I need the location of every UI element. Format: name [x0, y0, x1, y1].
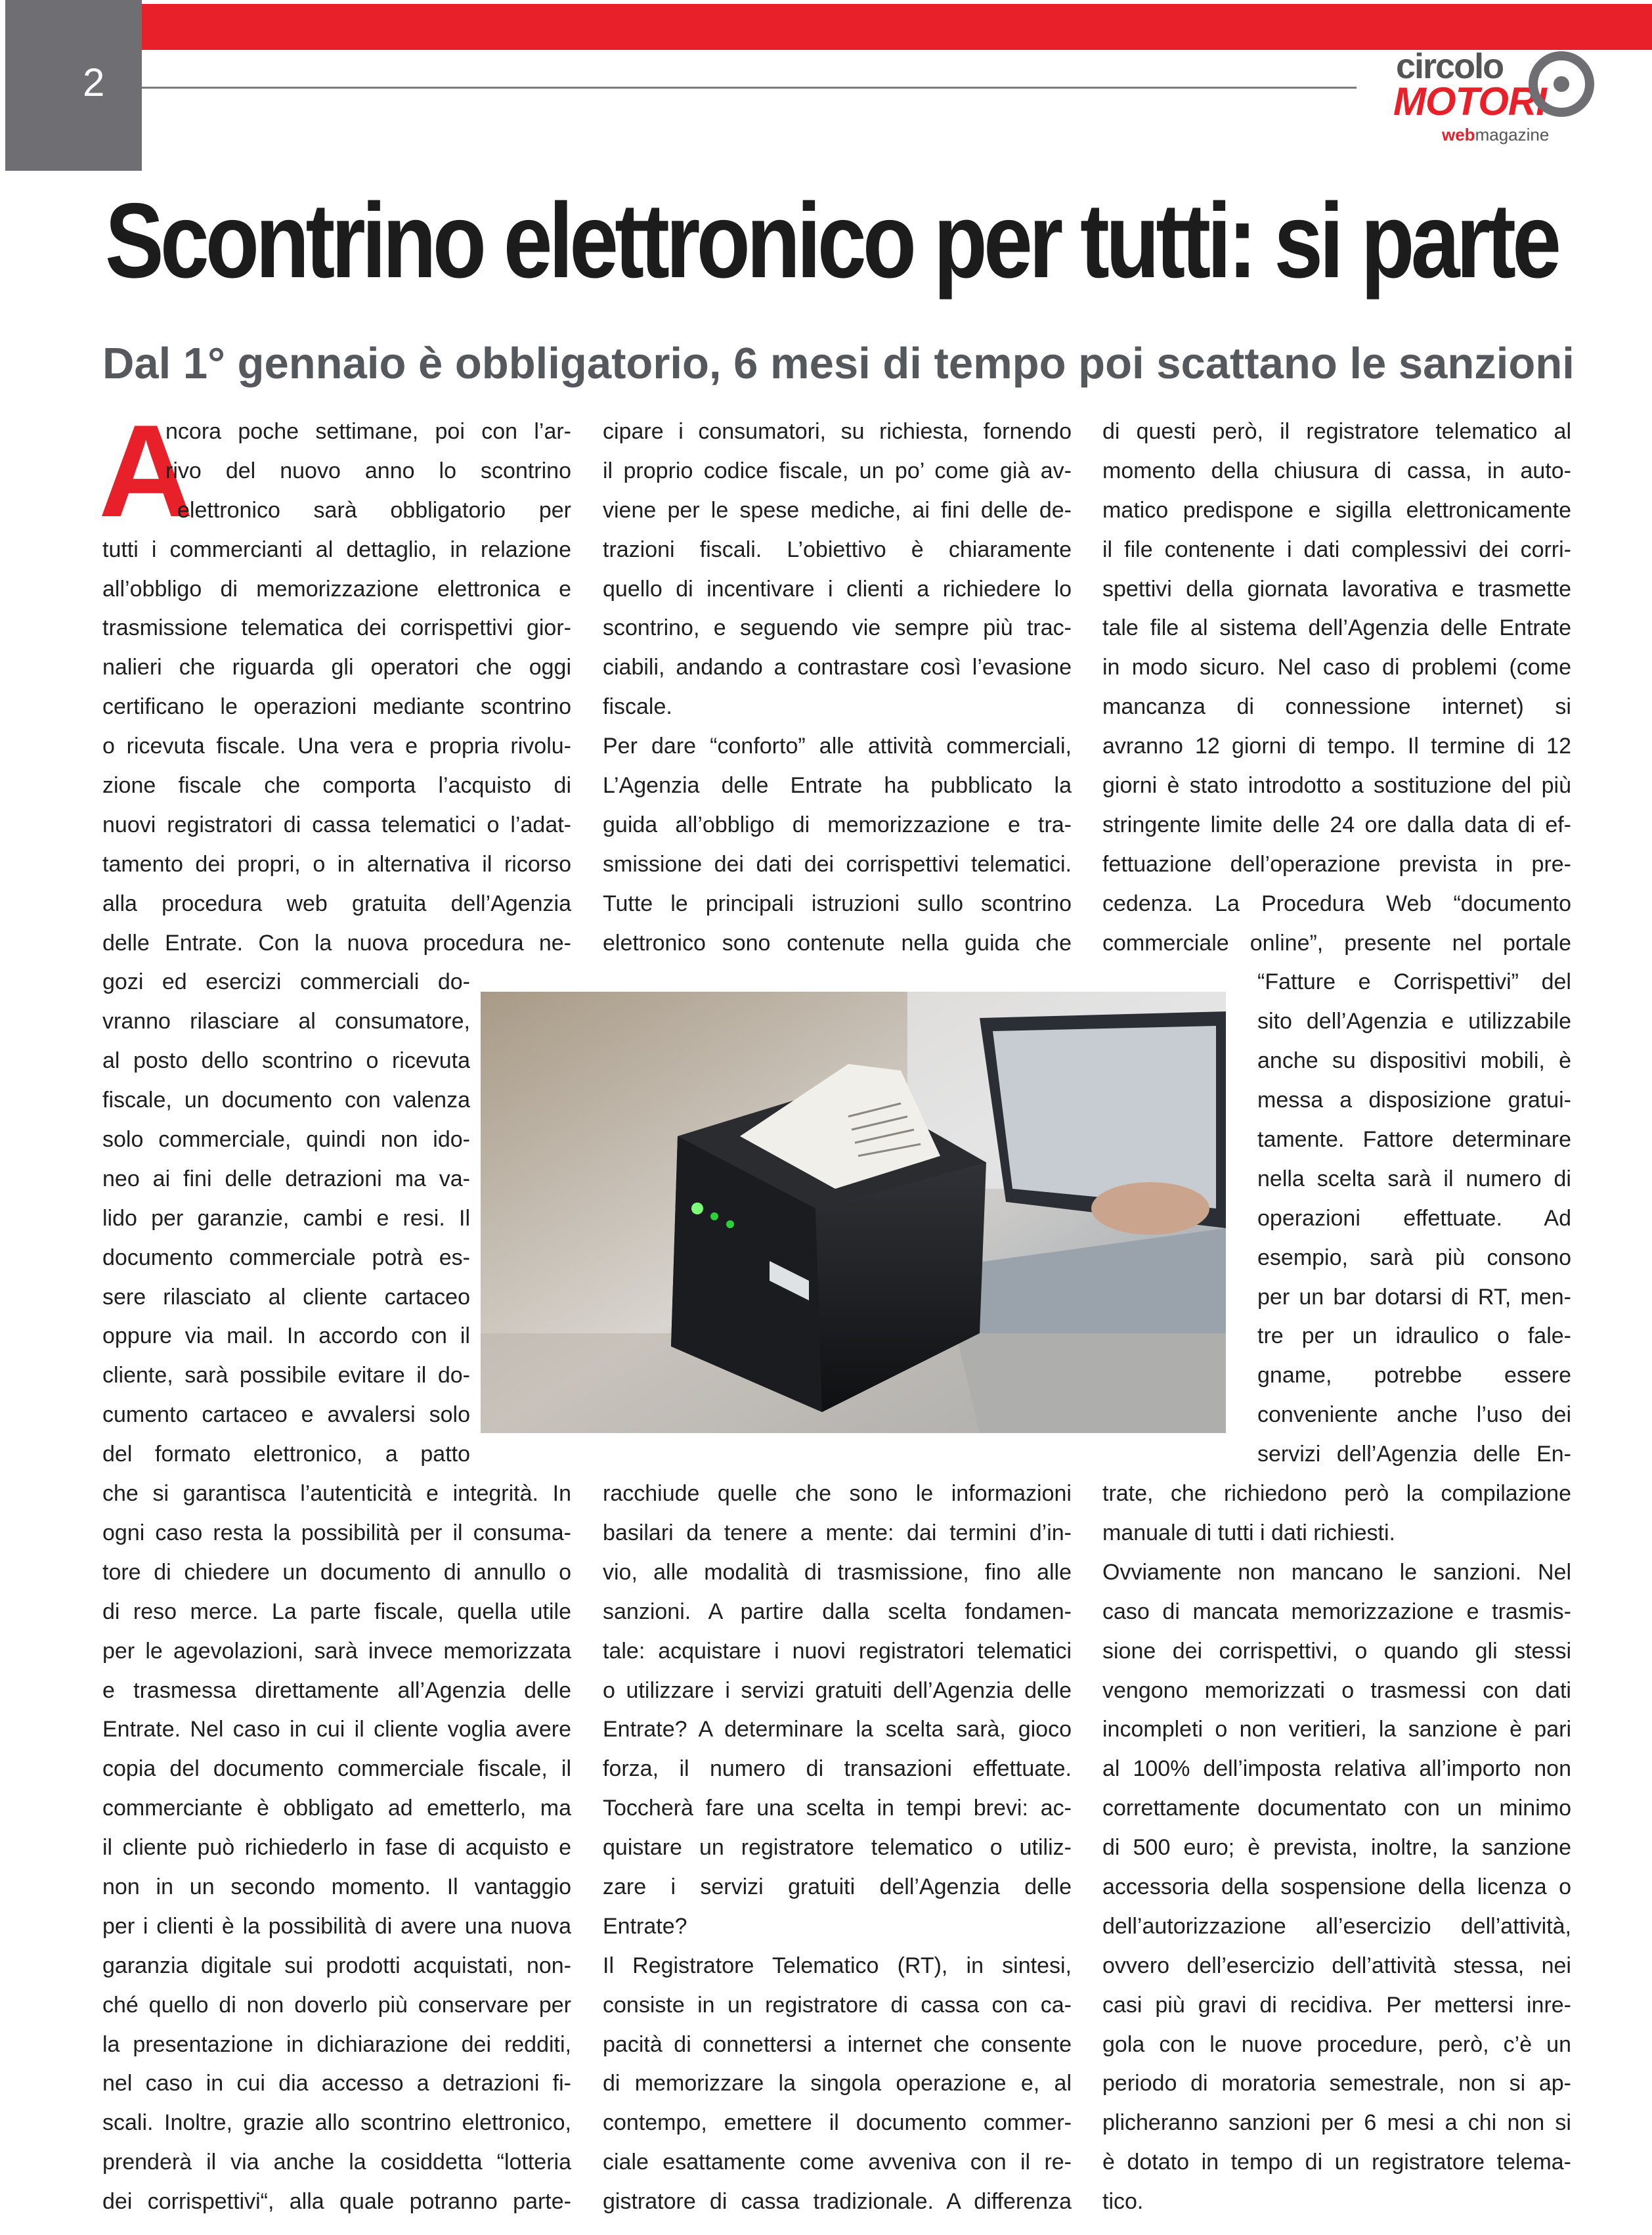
text-line: e trasmessa direttamente all’Agenzia delle	[102, 1677, 571, 1703]
text-line: o ricevuta fiscale. Una vera e propria rivolu-	[102, 734, 571, 759]
text-line: periodo di moratoria semestrale, non si ap-	[1102, 2071, 1571, 2096]
text-line: è dotato in tempo di un registratore telema-	[1102, 2150, 1571, 2175]
text-line: fiscale, un documento con valenza	[102, 1088, 470, 1113]
page-number-tab	[5, 0, 142, 171]
text-line: di reso merce. La parte fiscale, quella utile	[102, 1599, 571, 1624]
text-line: spettivi della giornata lavorativa e trasmette	[1102, 576, 1571, 602]
text-line: quello di incentivare i clienti a richiedere lo	[603, 576, 1072, 602]
text-line: conveniente anche l’uso dei	[1257, 1402, 1571, 1428]
text-line: vio, alle modalità di trasmissione, fino alle	[603, 1559, 1072, 1585]
text-line: all’obbligo di memorizzazione elettronica e	[102, 576, 571, 602]
text-line: ogni caso resta la possibilità per il consuma-	[102, 1520, 571, 1545]
text-line: nalieri che riguarda gli operatori che oggi	[102, 655, 571, 680]
text-line: ché quello di non doverlo più conservare per	[102, 1992, 571, 2018]
text-line: forza, il numero di transazioni effettuate.	[603, 1756, 1072, 1782]
text-line: mancanza di connessione internet) si	[1102, 694, 1571, 720]
text-line: cedenza. La Procedura Web “documento	[1102, 891, 1571, 916]
text-line	[603, 1435, 1072, 1474]
text-line: tamento dei propri, o in alternativa il ricorso	[102, 851, 571, 877]
text-line: tutti i commercianti al dettaglio, in relazione	[102, 537, 571, 562]
text-line: ciabili, andando a contrastare così l’evasione	[603, 655, 1072, 680]
text-line: sere rilasciato al cliente cartaceo	[102, 1284, 470, 1310]
drop-cap: A	[98, 398, 194, 544]
text-line: Entrate. Nel caso in cui il cliente voglia avere	[102, 1717, 571, 1742]
article-subtitle: Dal 1° gennaio è obbligatorio, 6 mesi di tempo poi scattano le sanzioni	[102, 339, 1575, 388]
text-line: sito dell’Agenzia e utilizzabile	[1257, 1009, 1571, 1034]
text-line: ncora poche settimane, poi con l’ar-	[165, 419, 571, 444]
text-line: nella scelta sarà il numero di	[1257, 1166, 1571, 1191]
text-line: vengono memorizzati o trasmessi con dati	[1102, 1677, 1571, 1703]
text-line: documento commerciale potrà es-	[102, 1245, 470, 1270]
text-line: la presentazione in dichiarazione dei redditi,	[102, 2031, 571, 2057]
text-line: Il Registratore Telematico (RT), in sintesi,	[603, 1953, 1072, 1978]
text-line: elettronico sarà obbligatorio per	[177, 497, 571, 523]
text-line: tale file al sistema dell’Agenzia delle Entrate	[1102, 615, 1571, 641]
text-line: nuovi registratori di cassa telematici o l’adat-	[102, 812, 571, 837]
text-line: nel caso in cui dia accesso a detrazioni fi-	[102, 2071, 571, 2096]
text-line: sione dei corrispettivi, o quando gli stessi	[1102, 1638, 1571, 1664]
text-line: non in un secondo momento. Il vantaggio	[102, 1874, 571, 1899]
text-line: sanzioni. A partire dalla scelta fondamen-	[603, 1599, 1072, 1624]
text-line: cumento cartaceo e avvalersi solo	[102, 1402, 470, 1428]
text-line: L’Agenzia delle Entrate ha pubblicato la	[603, 773, 1072, 799]
text-line: fettuazione dell’operazione prevista in pre-	[1102, 851, 1571, 877]
text-line: gname, potrebbe essere	[1257, 1363, 1571, 1388]
text-line: matico predispone e sigilla elettronicamente	[1102, 497, 1571, 523]
text-line: il cliente può richiederlo in fase di acquisto e	[102, 1835, 571, 1861]
text-line: correttamente documentato con un minimo	[1102, 1796, 1571, 1821]
text-line: “Fatture e Corrispettivi” del	[1257, 969, 1571, 995]
text-line: Entrate?	[603, 1913, 687, 1939]
text-line: scontrino, e seguendo vie sempre più trac-	[603, 615, 1072, 641]
text-line: di 500 euro; è prevista, inoltre, la sanzione	[1102, 1835, 1571, 1861]
gear-icon	[1529, 51, 1594, 117]
text-line: avranno 12 giorni di tempo. Il termine di 12	[1102, 734, 1571, 759]
text-line: al 100% dell’imposta relativa all’importo non	[1102, 1756, 1571, 1782]
text-line: ciale esattamente come avveniva con il re-	[603, 2150, 1072, 2175]
text-line: zione fiscale che comporta l’acquisto di	[102, 773, 571, 799]
text-line: commerciale online”, presente nel portale	[1102, 930, 1571, 956]
text-line: del formato elettronico, a patto	[102, 1442, 470, 1467]
text-line: trasmissione telematica dei corrispettivi gior-	[102, 615, 571, 641]
text-line: Entrate? A determinare la scelta sarà, gioco	[603, 1717, 1072, 1742]
text-line: gistratore di cassa tradizionale. A differenza	[603, 2189, 1072, 2215]
text-line: operazioni effettuate. Ad	[1257, 1205, 1571, 1231]
text-line: tamente. Fattore determinare	[1257, 1127, 1571, 1153]
text-line: vranno rilasciare al consumatore,	[102, 1009, 470, 1034]
text-line: delle Entrate. Con la nuova procedura ne-	[102, 930, 571, 956]
text-line: neo ai fini delle detrazioni ma va-	[102, 1166, 470, 1191]
text-line: casi più gravi di recidiva. Per mettersi inre-	[1102, 1992, 1571, 2018]
text-line: momento della chiusura di cassa, in auto-	[1102, 458, 1571, 483]
text-line: tore di chiedere un documento di annullo o	[102, 1559, 571, 1585]
text-line: cliente, sarà possibile evitare il do-	[102, 1363, 470, 1388]
text-line: consiste in un registratore di cassa con ca-	[603, 1992, 1072, 2018]
text-line: trate, che richiedono però la compilazione	[1102, 1481, 1571, 1507]
text-line: commerciante è obbligato ad emetterlo, ma	[102, 1796, 571, 1821]
text-line: manuale di tutti i dati richiesti.	[1102, 1520, 1395, 1545]
text-line: trazioni fiscali. L’obiettivo è chiaramente	[603, 537, 1072, 562]
text-line: il file contenente i dati complessivi dei corri-	[1102, 537, 1571, 562]
logo-webmagazine-text	[1442, 125, 1549, 145]
text-line: solo commerciale, quindi non ido-	[102, 1127, 470, 1153]
text-line: fiscale.	[603, 694, 672, 720]
text-line: smissione dei dati dei corrispettivi telematici.	[603, 851, 1072, 877]
text-line: pacità di connettersi a internet che consente	[603, 2031, 1072, 2057]
text-line: guida all’obbligo di memorizzazione e tra-	[603, 812, 1072, 837]
text-line: rivo del nuovo anno lo scontrino	[165, 458, 571, 483]
page-number: 2	[83, 60, 105, 104]
text-line: accessoria della sospensione della licenza o	[1102, 1874, 1571, 1899]
text-line: Per dare “conforto” alle attività commerciali,	[603, 734, 1072, 759]
text-line: tre per un idraulico o fale-	[1257, 1323, 1571, 1349]
circolo-motori-logo	[1366, 42, 1602, 154]
text-line: servizi dell’Agenzia delle En-	[1257, 1442, 1571, 1467]
article-title: Scontrino elettronico per tutti: si parte	[105, 181, 1558, 300]
text-line: elettronico sono contenute nella guida che	[603, 930, 1072, 956]
text-line: basilari da tenere a mente: dai termini d’in-	[603, 1520, 1072, 1545]
text-line: ovvero dell’esercizio dell’attività stessa, nei	[1102, 1953, 1571, 1978]
text-line: di memorizzare la singola operazione e, al	[603, 2071, 1072, 2096]
text-line: che si garantisca l’autenticità e integrità. In	[102, 1481, 571, 1507]
text-line: per le agevolazioni, sarà invece memorizzata	[102, 1638, 571, 1664]
text-line: scali. Inoltre, grazie allo scontrino elettronico,	[102, 2110, 571, 2136]
text-line: racchiude quelle che sono le informazioni	[603, 1481, 1072, 1507]
receipt-printer-illustration	[481, 992, 1226, 1433]
text-line: tico.	[1102, 2189, 1144, 2215]
text-line: cipare i consumatori, su richiesta, fornendo	[603, 419, 1072, 444]
text-line: per i clienti è la possibilità di avere una nuova	[102, 1913, 571, 1939]
header-divider	[142, 87, 1357, 89]
text-line: il proprio codice fiscale, un po’ come già av-	[603, 458, 1072, 483]
text-line: zare i servizi gratuiti dell’Agenzia delle	[603, 1874, 1072, 1899]
text-line: quistare un registratore telematico o utiliz-	[603, 1835, 1072, 1861]
text-line: per un bar dotarsi di RT, men-	[1257, 1284, 1571, 1310]
text-line: copia del documento commerciale fiscale, il	[102, 1756, 571, 1782]
text-line: contempo, emettere il documento commer-	[603, 2110, 1072, 2136]
text-line: dei corrispettivi“, alla quale potranno parte-	[102, 2189, 571, 2215]
text-line: gola con le nuove procedure, però, c’è un	[1102, 2031, 1571, 2057]
logo-circolo-text: circolo	[1396, 47, 1504, 86]
text-line: garanzia digitale sui prodotti acquistati, non-	[102, 1953, 571, 1978]
text-line: lido per garanzie, cambi e resi. Il	[102, 1205, 470, 1231]
logo-web-word: web	[1442, 125, 1475, 144]
text-line: esempio, sarà più consono	[1257, 1245, 1571, 1270]
logo-magazine-word: magazine	[1475, 125, 1550, 144]
text-line: viene per le spese mediche, ai fini delle de-	[603, 497, 1072, 523]
text-line: al posto dello scontrino o ricevuta	[102, 1048, 470, 1074]
text-line: oppure via mail. In accordo con il	[102, 1323, 470, 1349]
logo-motori-text: MOTORI	[1393, 79, 1546, 123]
text-line: o utilizzare i servizi gratuiti dell’Agenzia delle	[603, 1677, 1072, 1703]
text-line: prenderà il via anche la cosiddetta “lotteria	[102, 2150, 571, 2175]
text-line: stringente limite delle 24 ore dalla data di ef-	[1102, 812, 1571, 837]
text-line: Ovviamente non mancano le sanzioni. Nel	[1102, 1559, 1571, 1585]
text-line: incompleti o non veritieri, la sanzione è pari	[1102, 1717, 1571, 1742]
text-line: messa a disposizione gratui-	[1257, 1088, 1571, 1113]
text-line: alla procedura web gratuita dell’Agenzia	[102, 891, 571, 916]
text-line: Toccherà fare una scelta in tempi brevi: ac-	[603, 1796, 1072, 1821]
text-line: caso di mancata memorizzazione e trasmis-	[1102, 1599, 1571, 1624]
text-line: tale: acquistare i nuovi registratori telematici	[603, 1638, 1072, 1664]
text-line: certificano le operazioni mediante scontrino	[102, 694, 571, 720]
text-line: giorni è stato introdotto a sostituzione del più	[1102, 773, 1571, 799]
text-line: plicheranno sanzioni per 6 mesi a chi non si	[1102, 2110, 1571, 2136]
text-line: in modo sicuro. Nel caso di problemi (come	[1102, 655, 1571, 680]
text-line: di questi però, il registratore telematico al	[1102, 419, 1571, 444]
text-line: dell’autorizzazione all’esercizio dell’attività,	[1102, 1913, 1571, 1939]
text-line: gozi ed esercizi commerciali do-	[102, 969, 470, 995]
text-line: Tutte le principali istruzioni sullo scontrino	[603, 891, 1072, 916]
text-line: anche su dispositivi mobili, è	[1257, 1048, 1571, 1074]
receipt-printer-photo	[481, 992, 1226, 1433]
